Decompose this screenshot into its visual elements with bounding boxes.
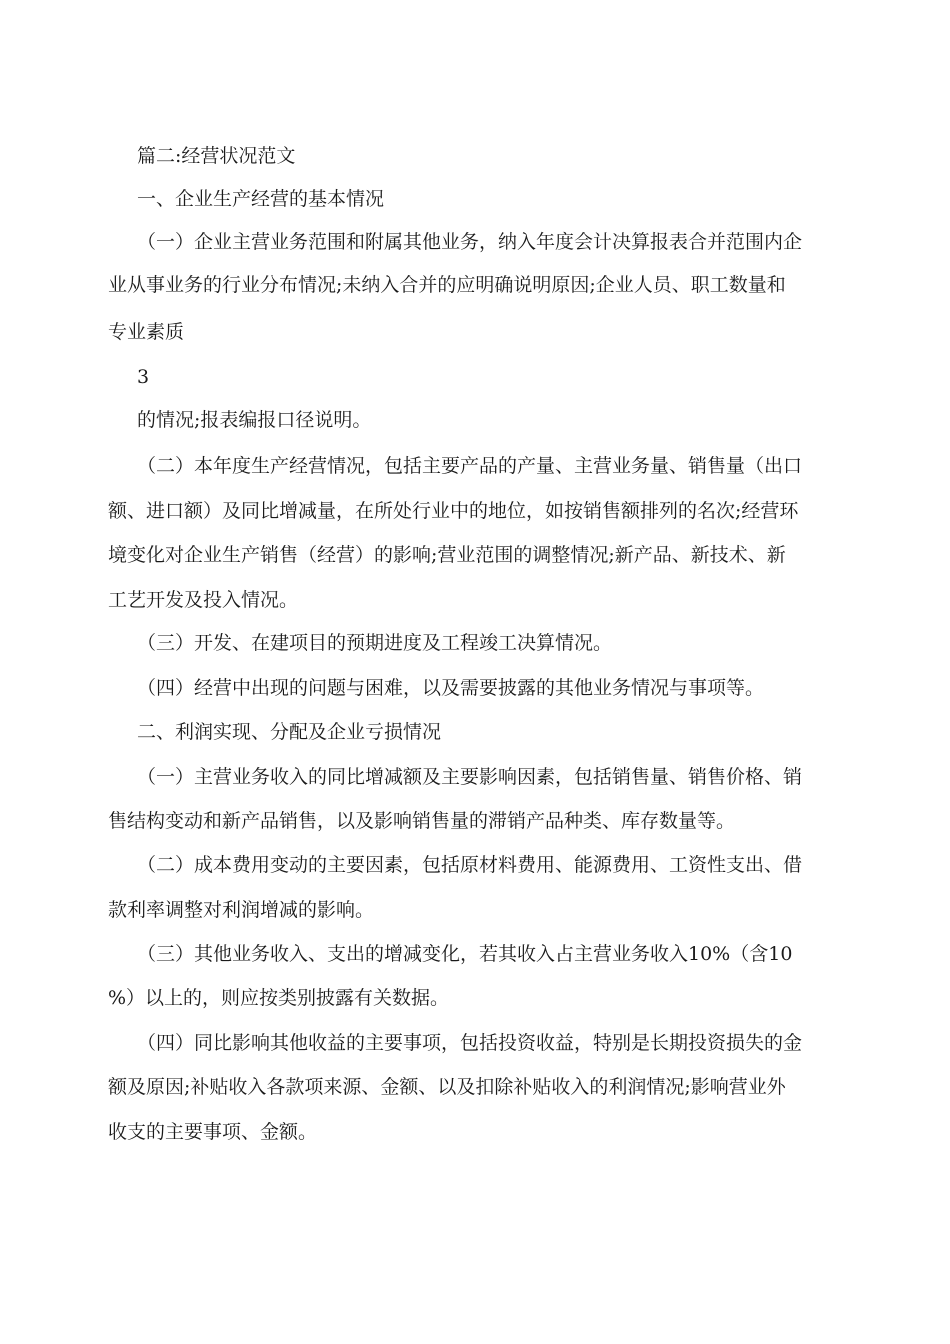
page-number: 3 [137, 366, 150, 388]
paragraph-line: 售结构变动和新产品销售，以及影响销售量的滞销产品种类、库存数量等。 [108, 810, 736, 832]
paragraph-line: 境变化对企业生产销售（经营）的影响;营业范围的调整情况;新产品、新技术、新 [108, 544, 786, 566]
paragraph-line: （四）经营中出现的问题与困难，以及需要披露的其他业务情况与事项等。 [137, 677, 765, 699]
paragraph-line: 专业素质 [108, 321, 185, 343]
paragraph-line: 工艺开发及投入情况。 [108, 589, 299, 611]
paragraph-line: 的情况;报表编报口径说明。 [137, 409, 372, 431]
paragraph-line: （一）企业主营业务范围和附属其他业务，纳入年度会计决算报表合并范围内企 [137, 231, 803, 253]
heading-2: 二、利润实现、分配及企业亏损情况 [137, 721, 442, 743]
paragraph-line: %）以上的，则应按类别披露有关数据。 [108, 987, 450, 1009]
paragraph-line: （四）同比影响其他收益的主要事项，包括投资收益，特别是长期投资损失的金 [137, 1032, 803, 1054]
paragraph-line: 额、进口额）及同比增减量，在所处行业中的地位，如按销售额排列的名次;经营环 [108, 500, 799, 522]
paragraph-line: 收支的主要事项、金额。 [108, 1121, 318, 1143]
paragraph-line: （二）本年度生产经营情况，包括主要产品的产量、主营业务量、销售量（出口 [137, 455, 803, 477]
heading-1: 一、企业生产经营的基本情况 [137, 188, 385, 210]
paragraph-line: 款利率调整对利润增减的影响。 [108, 899, 375, 921]
paragraph-line: 业从事业务的行业分布情况;未纳入合并的应明确说明原因;企业人员、职工数量和 [108, 274, 786, 296]
paragraph-line: （三）其他业务收入、支出的增减变化，若其收入占主营业务收入10%（含10 [137, 943, 793, 965]
paragraph-line: （二）成本费用变动的主要因素，包括原材料费用、能源费用、工资性支出、借 [137, 854, 803, 876]
paragraph-line: （一）主营业务收入的同比增减额及主要影响因素，包括销售量、销售价格、销 [137, 766, 803, 788]
paragraph-line: 额及原因;补贴收入各款项来源、金额、以及扣除补贴收入的利润情况;影响营业外 [108, 1076, 786, 1098]
section-title: 篇二:经营状况范文 [137, 145, 296, 167]
paragraph-line: （三）开发、在建项目的预期进度及工程竣工决算情况。 [137, 632, 613, 654]
